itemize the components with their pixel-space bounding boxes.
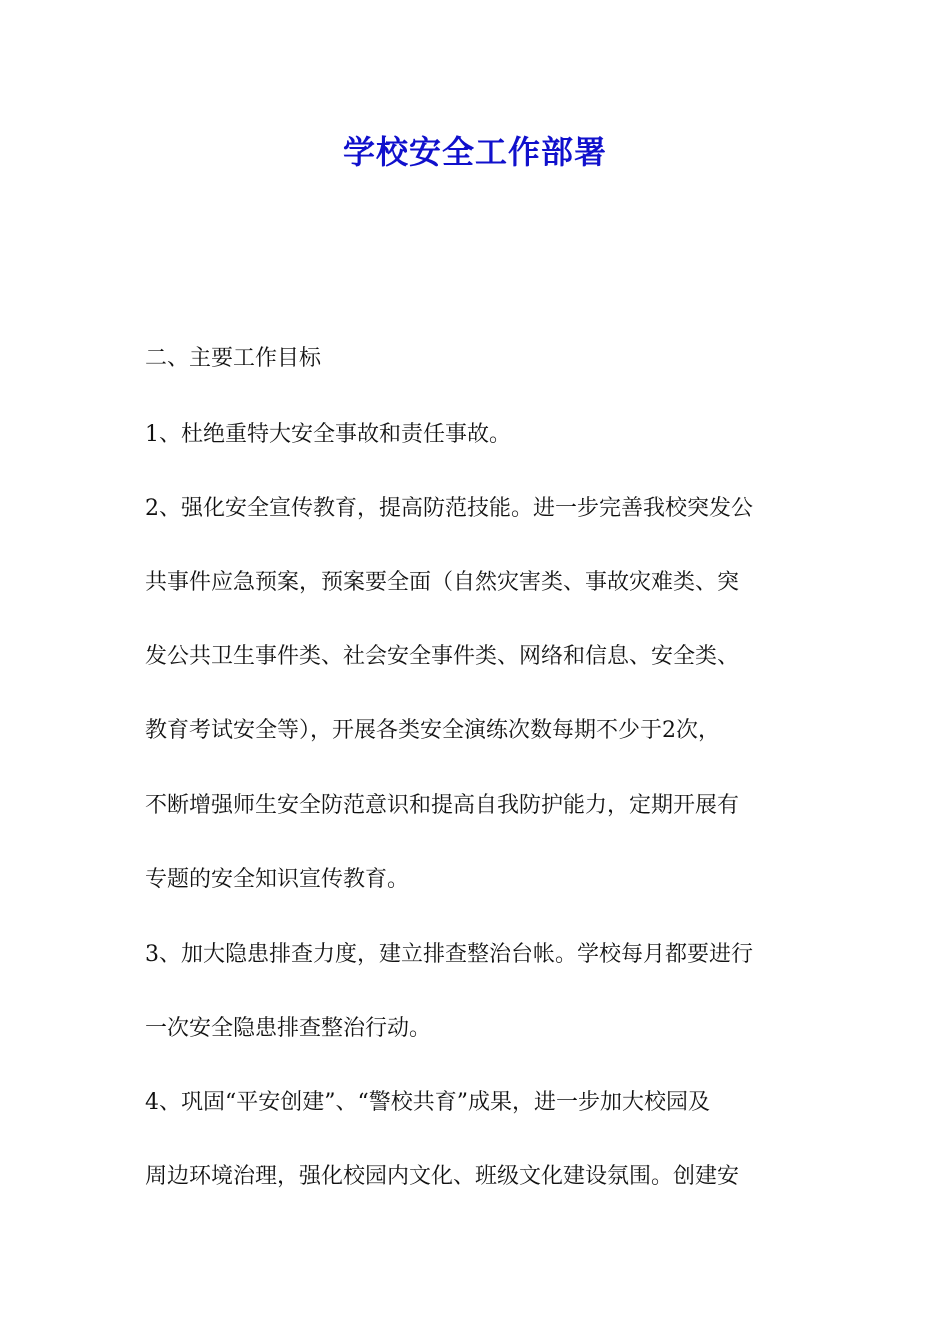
- section-heading: 二、主要工作目标: [145, 346, 322, 371]
- paragraph-line: 发公共卫生事件类、社会安全事件类、网络和信息、安全类、: [145, 644, 740, 669]
- paragraph-line: 4、巩固“平安创建”、“警校共育”成果，进一步加大校园及: [145, 1090, 710, 1115]
- paragraph-line: 不断增强师生安全防范意识和提高自我防护能力，定期开展有: [145, 793, 740, 818]
- paragraph-line: 2、强化安全宣传教育，提高防范技能。进一步完善我校突发公: [145, 496, 753, 521]
- paragraph-line: 教育考试安全等），开展各类安全演练次数每期不少于2次，: [145, 718, 720, 743]
- paragraph-line: 周边环境治理，强化校园内文化、班级文化建设氛围。创建安: [145, 1164, 740, 1189]
- paragraph-line: 共事件应急预案，预案要全面（自然灾害类、事故灾难类、突: [145, 570, 740, 595]
- paragraph-line: 1、杜绝重特大安全事故和责任事故。: [145, 422, 511, 447]
- paragraph-line: 3、加大隐患排查力度，建立排查整治台帐。学校每月都要进行: [145, 942, 753, 967]
- document-title: 学校安全工作部署: [342, 133, 607, 171]
- paragraph-line: 专题的安全知识宣传教育。: [145, 867, 410, 892]
- paragraph-line: 一次安全隐患排查整治行动。: [145, 1016, 432, 1041]
